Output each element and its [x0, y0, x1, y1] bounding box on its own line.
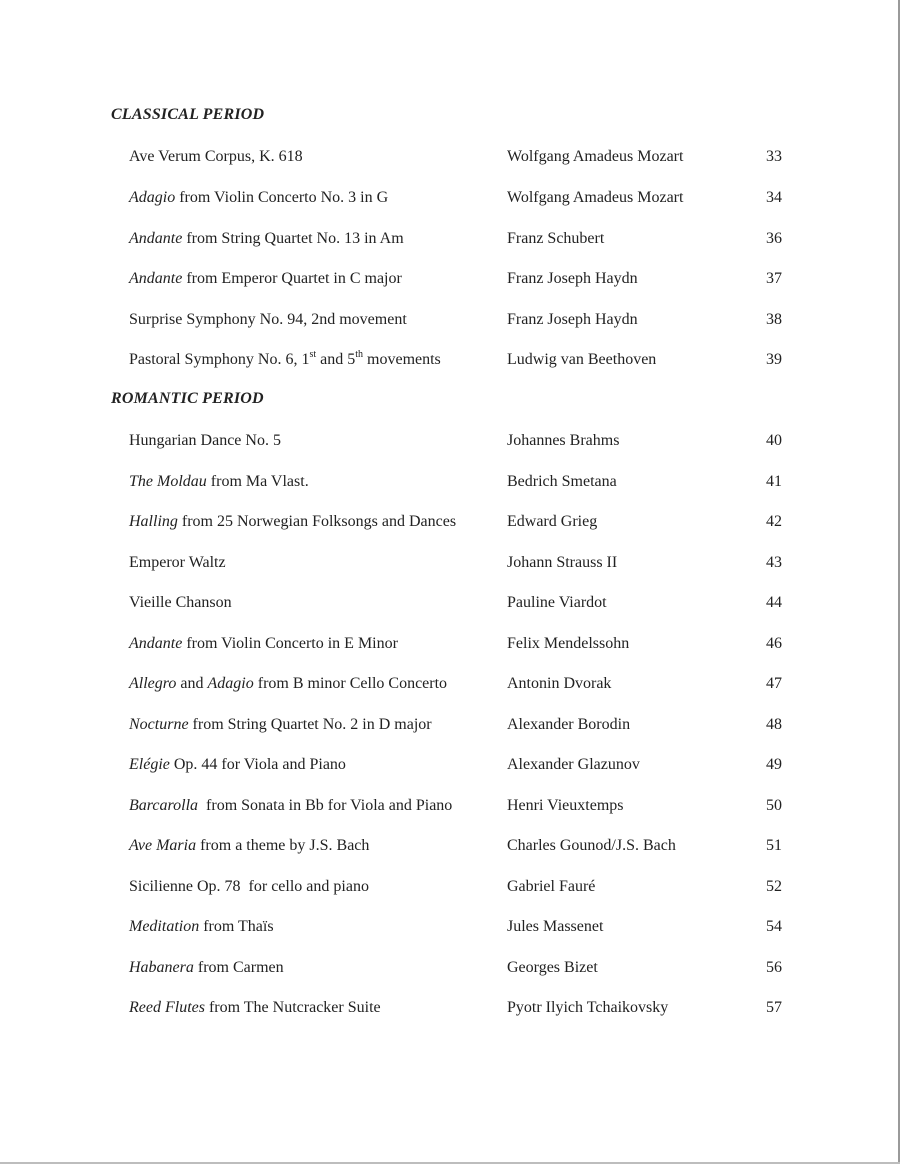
entry-title: Emperor Waltz [129, 554, 226, 571]
entry-title: Vieille Chanson [129, 594, 232, 611]
toc-entry [0, 632, 900, 656]
entry-composer: Johann Strauss II [507, 554, 618, 571]
toc-entry [0, 186, 900, 210]
entry-title: Ave Maria from a theme by J.S. Bach [129, 837, 370, 854]
entry-page-number: 37 [766, 270, 782, 287]
entry-composer: Bedrich Smetana [507, 473, 617, 490]
entry-composer: Henri Vieuxtemps [507, 797, 624, 814]
entry-page-number: 56 [766, 959, 782, 976]
entry-page-number: 33 [766, 148, 782, 165]
entry-page-number: 47 [766, 675, 782, 692]
section-heading-classical: CLASSICAL PERIOD [111, 106, 265, 123]
entry-page-number: 43 [766, 554, 782, 571]
entry-composer: Pauline Viardot [507, 594, 607, 611]
entry-title: Ave Verum Corpus, K. 618 [129, 148, 303, 165]
entry-page-number: 42 [766, 513, 782, 530]
entry-composer: Antonin Dvorak [507, 675, 612, 692]
entry-composer: Franz Schubert [507, 230, 605, 247]
entry-title: Andante from String Quartet No. 13 in Am [129, 230, 404, 247]
entry-title: Nocturne from String Quartet No. 2 in D major [129, 716, 432, 733]
entry-composer: Wolfgang Amadeus Mozart [507, 148, 684, 165]
entry-composer: Johannes Brahms [507, 432, 620, 449]
toc-entry [0, 227, 900, 251]
entry-composer: Gabriel Fauré [507, 878, 596, 895]
entry-title: Sicilienne Op. 78 for cello and piano [129, 878, 369, 895]
entry-page-number: 48 [766, 716, 782, 733]
toc-entry [0, 956, 900, 980]
entry-composer: Ludwig van Beethoven [507, 351, 657, 368]
entry-title: Adagio from Violin Concerto No. 3 in G [129, 189, 389, 206]
toc-entry [0, 591, 900, 615]
entry-title: Andante from Violin Concerto in E Minor [129, 635, 398, 652]
entry-composer: Edward Grieg [507, 513, 598, 530]
toc-entry [0, 551, 900, 575]
toc-entry [0, 267, 900, 291]
entry-composer: Felix Mendelssohn [507, 635, 630, 652]
entry-composer: Franz Joseph Haydn [507, 311, 638, 328]
entry-title: Andante from Emperor Quartet in C major [129, 270, 402, 287]
entry-composer: Pyotr Ilyich Tchaikovsky [507, 999, 669, 1016]
entry-page-number: 46 [766, 635, 782, 652]
toc-entry [0, 875, 900, 899]
toc-entry [0, 429, 900, 453]
entry-page-number: 54 [766, 918, 782, 935]
toc-entry [0, 510, 900, 534]
entry-page-number: 51 [766, 837, 782, 854]
entry-composer: Jules Massenet [507, 918, 604, 935]
entry-composer: Alexander Glazunov [507, 756, 640, 773]
entry-title: Halling from 25 Norwegian Folksongs and Dances [129, 513, 457, 530]
entry-page-number: 49 [766, 756, 782, 773]
toc-entry [0, 794, 900, 818]
toc-entry [0, 470, 900, 494]
entry-composer: Charles Gounod/J.S. Bach [507, 837, 676, 854]
toc-entry [0, 348, 900, 372]
entry-composer: Georges Bizet [507, 959, 598, 976]
entry-title: Hungarian Dance No. 5 [129, 432, 281, 449]
entry-title: Elégie Op. 44 for Viola and Piano [129, 756, 346, 773]
entry-title: Barcarolla from Sonata in Bb for Viola and Piano [129, 797, 453, 814]
entry-composer: Alexander Borodin [507, 716, 631, 733]
entry-title: Pastoral Symphony No. 6, 1st and 5th movements [129, 349, 441, 368]
entry-composer: Franz Joseph Haydn [507, 270, 638, 287]
entry-title: Habanera from Carmen [129, 959, 284, 976]
entry-page-number: 44 [766, 594, 782, 611]
entry-page-number: 40 [766, 432, 782, 449]
toc-entry [0, 996, 900, 1020]
entry-page-number: 50 [766, 797, 782, 814]
toc-entry [0, 753, 900, 777]
entry-page-number: 52 [766, 878, 782, 895]
entry-title: Surprise Symphony No. 94, 2nd movement [129, 311, 407, 328]
toc-entry [0, 915, 900, 939]
entry-page-number: 39 [766, 351, 782, 368]
entry-title: Reed Flutes from The Nutcracker Suite [129, 999, 381, 1016]
toc-entry [0, 308, 900, 332]
toc-entry [0, 834, 900, 858]
entry-title: Meditation from Thaïs [129, 918, 274, 935]
entry-page-number: 41 [766, 473, 782, 490]
entry-page-number: 36 [766, 230, 782, 247]
section-heading-romantic: ROMANTIC PERIOD [111, 390, 264, 407]
toc-entry [0, 145, 900, 169]
entry-title: The Moldau from Ma Vlast. [129, 473, 309, 490]
toc-entry [0, 713, 900, 737]
toc-entry [0, 672, 900, 696]
entry-page-number: 38 [766, 311, 782, 328]
entry-page-number: 34 [766, 189, 782, 206]
entry-page-number: 57 [766, 999, 782, 1016]
entry-composer: Wolfgang Amadeus Mozart [507, 189, 684, 206]
entry-title: Allegro and Adagio from B minor Cello Concerto [129, 675, 448, 692]
